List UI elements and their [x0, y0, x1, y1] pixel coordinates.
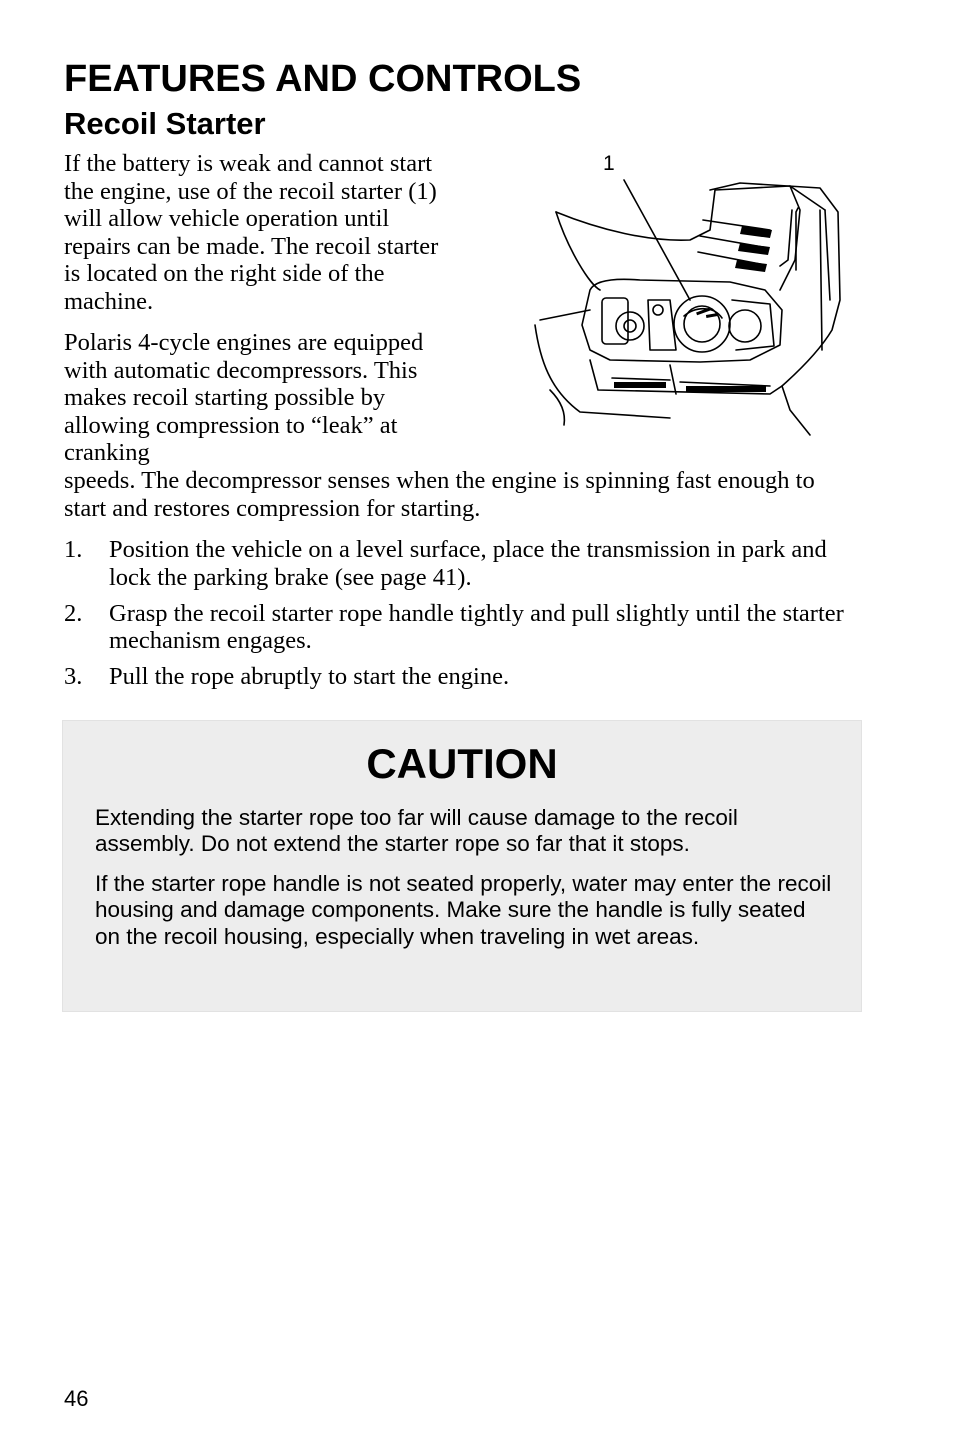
intro-paragraph: If the battery is weak and cannot start the engine, use of the recoil starter (1) will allow vehicle operation until repairs can be made. The recoil starter is located on the right side of the machine.: [64, 150, 439, 315]
figure-callout-1: 1: [603, 152, 615, 175]
caution-title: CAUTION: [366, 740, 558, 787]
step-number: 3.: [64, 663, 83, 691]
recoil-starter-illustration: [520, 150, 850, 440]
page-number: 46: [64, 1386, 89, 1411]
section-title: FEATURES AND CONTROLS: [64, 58, 582, 100]
step-text: Pull the rope abruptly to start the engine.: [109, 663, 510, 691]
caution-paragraph-2: If the starter rope handle is not seated properly, water may enter the recoil housing and damage components. Make sure the handle is fully seated on the recoil housing, especially when traveling in wet areas.: [95, 871, 832, 949]
subsection-title: Recoil Starter: [64, 106, 266, 141]
step-number: 2.: [64, 599, 83, 627]
procedure-steps: [64, 536, 854, 699]
step-number: 1.: [64, 536, 83, 563]
decompressor-paragraph-narrow: Polaris 4-cycle engines are equipped with automatic decompressors. This makes recoil starting possible by allowing compression to “leak” at cranking: [64, 329, 424, 467]
decompressor-paragraph-wide: speeds. The decompressor senses when the engine is spinning fast enough to start and restores compression for starting.: [64, 466, 815, 522]
step-text: Position the vehicle on a level surface, place the transmission in park and lock the parking brake (see page 41).: [109, 536, 827, 591]
list-item: [64, 663, 854, 691]
step-text: Grasp the recoil starter rope handle tightly and pull slightly until the starter mechanism engages.: [109, 599, 844, 655]
atv-engine-drawing: [520, 150, 850, 440]
caution-paragraph-1: Extending the starter rope too far will cause damage to the recoil assembly. Do not extend the starter rope so far that it stops.: [95, 805, 738, 857]
list-item: [64, 536, 854, 591]
caution-box: [62, 720, 862, 1012]
list-item: [64, 600, 854, 655]
